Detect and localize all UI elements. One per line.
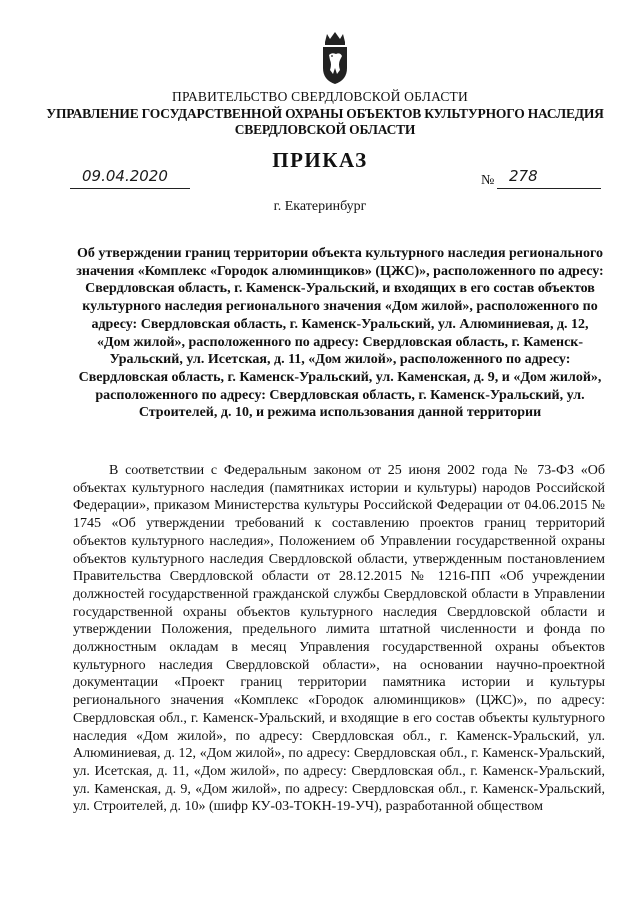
order-number-field [497,167,601,189]
coat-of-arms-icon [318,30,352,86]
order-number: 278 [509,167,538,185]
department-name [40,106,610,138]
order-body-text: В соответствии с Федеральным законом от 25 июня 2002 года № 73-ФЗ «Об объектах культурного наследия (памятниках истории и культуры) народов Российской Федерации», приказом Министерства культуры Российской Федерации от 04.06.2015 № 1745 «Об утверждении требований к составлению проектов границ территорий объектов культурного наследия», Положением об Управлении государственной охраны объектов культурного наследия Свердловской области, утвержденным постановлением Правительства Свердловской области от 28.12.2015 № 1216-ПП «Об учреждении должностей государственной гражданской службы Свердловской области в Управлении государственной охраны объектов культурного наследия Свердловской области и утверждении Положения, предельного лимита штатной численности и фонда по должностным окладам в месяц Управления государственной охраны объектов культурного наследия Свердловской области», на основании научно-проектной документации «Проект границ территории памятника истории и культуры регионального значения «Комплекс «Городок алюминщиков» (ЦЖС)», по адресу: Свердловская обл., г. Каменск-Уральский, и входящие в его состав объекты культурного наследия «Дом жилой», по адресу: Свердловская обл., г. Каменск-Уральский, ул. Алюминиевая, д. 12, «Дом жилой», по адресу: Свердловская обл., г. Каменск-Уральский, ул. Исетская, д. 11, «Дом жилой», по адресу: Свердловская обл., г. Каменск-Уральский, ул. Каменская, д. 9, «Дом жилой», по адресу: Свердловская обл., г. Каменск-Уральский, ул. Строителей, д. 10» (шифр КУ-03-ТОКН-19-УЧ), разработанной обществом [73,463,605,815]
order-title: ПРИКАЗ [272,148,368,172]
government-name: ПРАВИТЕЛЬСТВО СВЕРДЛОВСКОЙ ОБЛАСТИ [172,89,468,104]
department-line-1: УПРАВЛЕНИЕ ГОСУДАРСТВЕННОЙ ОХРАНЫ ОБЪЕКТОВ КУЛЬТУРНОГО НАСЛЕДИЯ [46,106,604,121]
order-number-label: № [481,173,495,188]
order-date-field [70,167,190,189]
order-city: г. Екатеринбург [273,199,367,214]
order-subject: Об утверждении границ территории объекта культурного наследия регионального значения «Комплекс «Городок алюминщиков» (ЦЖС)», расположенного по адресу: Свердловская область, г. Каменск-Уральский, и входящих в его состав объектов культурного наследия регионального значения «Дом жилой», расположенного по адресу: Свердловская область, г. Каменск-Уральский, ул. Алюминиевая, д. 12, «Дом жилой», расположенного по адресу: Свердловская область, г. Каменск-Уральский, ул. Исетская, д. 11, «Дом жилой», расположенного по адресу: Свердловская область, г. Каменск-Уральский, ул. Каменская, д. 9, и «Дом жилой», расположенного по адресу: Свердловская область, г. Каменск-Уральский, ул. Строителей, д. 10, и режима использования данной территории [76,246,604,421]
department-line-2: СВЕРДЛОВСКОЙ ОБЛАСТИ [234,122,416,137]
order-date: 09.04.2020 [82,167,168,185]
